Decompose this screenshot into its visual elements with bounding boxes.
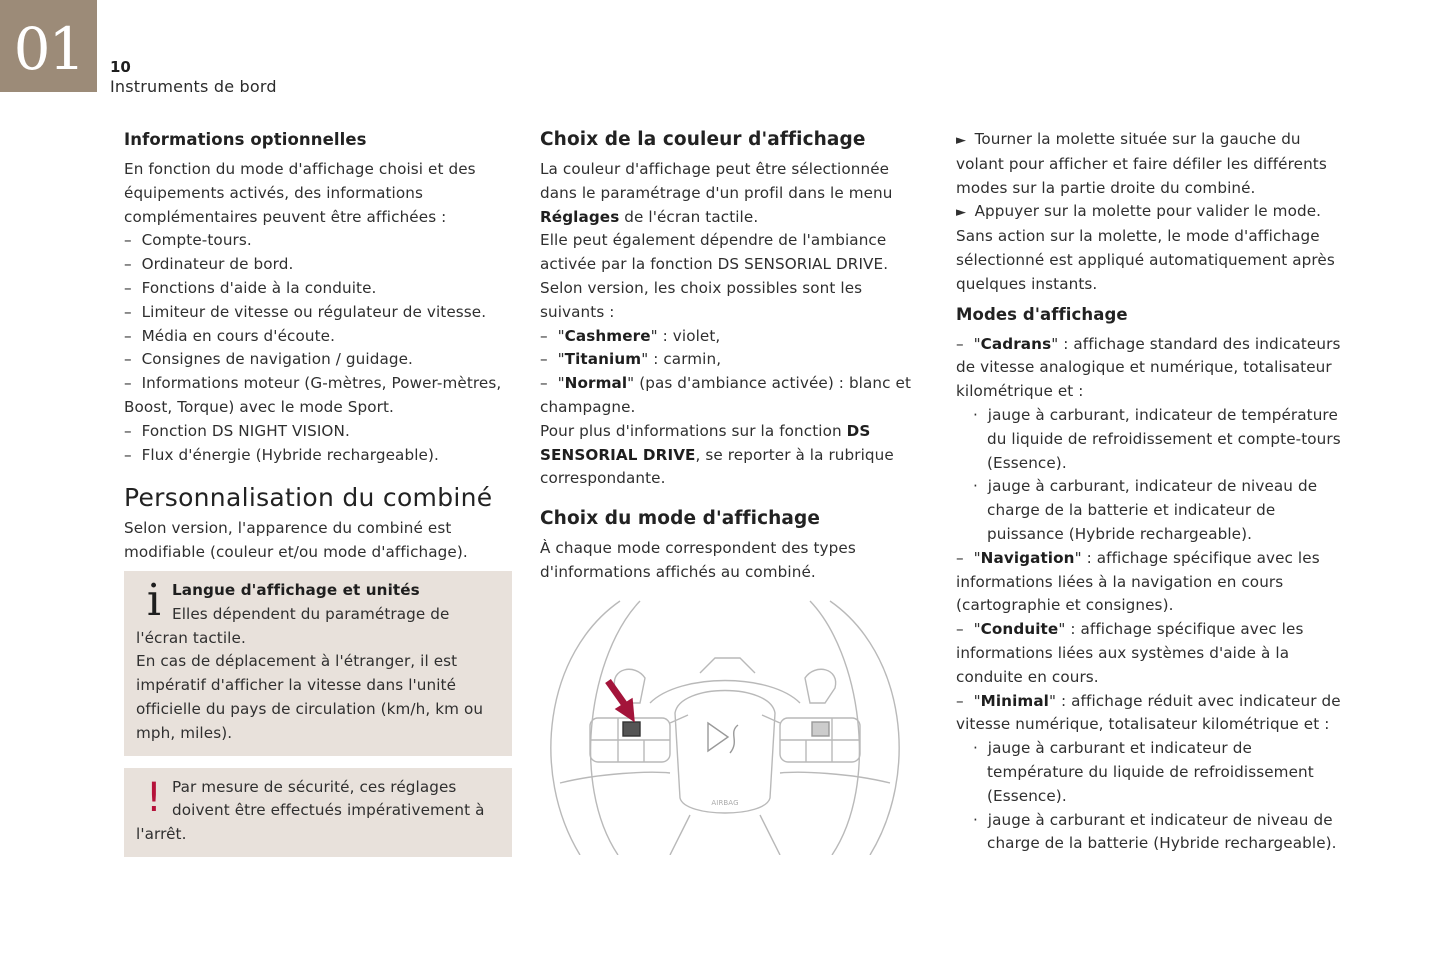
list-item: – Limiteur de vitesse ou régulateur de vitesse. — [124, 301, 512, 325]
mode-item: – "Cadrans" : affichage standard des indicateurs de vitesse analogique et numérique, totalisateur kilométrique et : · jauge à carburant, indicateur de température du liquide de refroidissement et compte-tours (Essence). · jauge à carburant, indicateur de niveau de charge de la batterie et indicateur de puissance (Hybride rechargeable). — [956, 333, 1351, 547]
mode-item: – "Minimal" : affichage réduit avec indicateur de vitesse numérique, totalisateur kilométrique et : · jauge à carburant et indicateur de température du liquide de refroidissement (Essence). · jauge à carburant et indicateur de niveau de charge de la batterie (Hybride rechargeable). — [956, 690, 1351, 857]
list-item: – Informations moteur (G-mètres, Power-mètres, Boost, Torque) avec le mode Sport. — [124, 372, 512, 420]
arrow-indicator-icon — [608, 681, 634, 721]
instruction-step: ► Appuyer sur la molette pour valider le mode. — [956, 200, 1351, 225]
optional-info-intro: En fonction du mode d'affichage choisi et des équipements activés, des informations complémentaires peuvent être affichées : — [124, 160, 476, 226]
list-item: – Flux d'énergie (Hybride rechargeable). — [124, 444, 512, 468]
list-item: – Ordinateur de bord. — [124, 253, 512, 277]
color-option: – "Normal" (pas d'ambiance activée) : blanc et champagne. — [540, 372, 920, 420]
svg-text:AIRBAG: AIRBAG — [711, 798, 739, 807]
instruction-step: ► Tourner la molette située sur la gauche du volant pour afficher et faire défiler les différents modes sur la partie droite du combiné. — [956, 128, 1351, 200]
mode-sub-item: · jauge à carburant, indicateur de niveau de charge de la batterie et indicateur de puissance (Hybride rechargeable). — [956, 475, 1351, 546]
mode-sub-item: · jauge à carburant, indicateur de température du liquide de refroidissement et compte-tours (Essence). — [956, 404, 1351, 475]
color-choice-p2: Elle peut également dépendre de l'ambiance activée par la fonction DS SENSORIAL DRIVE. — [540, 231, 889, 274]
list-item: – Média en cours d'écoute. — [124, 325, 512, 349]
column-left — [124, 128, 512, 857]
list-item: – Fonctions d'aide à la conduite. — [124, 277, 512, 301]
section-title: Personnalisation du combiné — [124, 483, 493, 513]
warning-icon: ! — [145, 774, 163, 821]
chapter-title: Instruments de bord — [110, 77, 277, 96]
warning-callout-text: Par mesure de sécurité, ces réglages doivent être effectués impérativement à l'arrêt. — [136, 777, 485, 844]
auto-apply-note: Sans action sur la molette, le mode d'affichage sélectionné est appliqué automatiquement après quelques instants. — [956, 227, 1335, 293]
list-item: – Fonction DS NIGHT VISION. — [124, 420, 512, 444]
info-callout-line2: En cas de déplacement à l'étranger, il est impératif d'afficher la vitesse dans l'unité officielle du pays de circulation (km/h, km ou mph, miles). — [136, 652, 484, 742]
chapter-badge: 01 — [0, 0, 97, 92]
mode-item: – "Navigation" : affichage spécifique avec les informations liées à la navigation en cours (cartographie et consignes). — [956, 547, 1351, 618]
list-item: – Consignes de navigation / guidage. — [124, 348, 512, 372]
color-choice-heading: Choix de la couleur d'affichage — [540, 129, 866, 150]
mode-choice-heading: Choix du mode d'affichage — [540, 508, 820, 530]
column-right — [956, 128, 1351, 856]
steering-wheel-illustration — [540, 593, 910, 855]
mode-sub-item: · jauge à carburant et indicateur de niveau de charge de la batterie (Hybride rechargeable). — [956, 809, 1351, 857]
info-callout — [124, 571, 512, 756]
modes-heading: Modes d'affichage — [956, 304, 1128, 324]
personalisation-intro: Selon version, l'apparence du combiné est modifiable (couleur et/ou mode d'affichage). — [124, 519, 468, 562]
mode-sub-item: · jauge à carburant et indicateur de température du liquide de refroidissement (Essence). — [956, 737, 1351, 808]
info-callout-line1: Elles dépendent du paramétrage de l'écran tactile. — [136, 604, 450, 647]
list-item: – Compte-tours. — [124, 229, 512, 253]
column-middle — [540, 128, 920, 863]
warning-callout — [124, 768, 512, 857]
mode-item: – "Conduite" : affichage spécifique avec les informations liées aux systèmes d'aide à la conduite en cours. — [956, 618, 1351, 689]
color-choice-p1: La couleur d'affichage peut être sélectionnée dans le paramétrage d'un profil dans le menu Réglages de l'écran tactile. — [540, 160, 893, 226]
optional-info-heading: Informations optionnelles — [124, 130, 367, 149]
mode-choice-text: À chaque mode correspondent des types d'informations affichés au combiné. — [540, 539, 856, 581]
optional-info-list — [124, 229, 512, 467]
page-number: 10 — [110, 58, 131, 76]
color-choice-p3: Selon version, les choix possibles sont les suivants : — [540, 278, 863, 321]
color-choice-p4: Pour plus d'informations sur la fonction DS SENSORIAL DRIVE, se reporter à la rubrique correspondante. — [540, 421, 894, 488]
color-option: – "Cashmere" : violet, — [540, 325, 920, 349]
info-icon: i — [146, 574, 162, 626]
info-callout-title: Langue d'affichage et unités — [172, 580, 420, 599]
color-option: – "Titanium" : carmin, — [540, 348, 920, 372]
